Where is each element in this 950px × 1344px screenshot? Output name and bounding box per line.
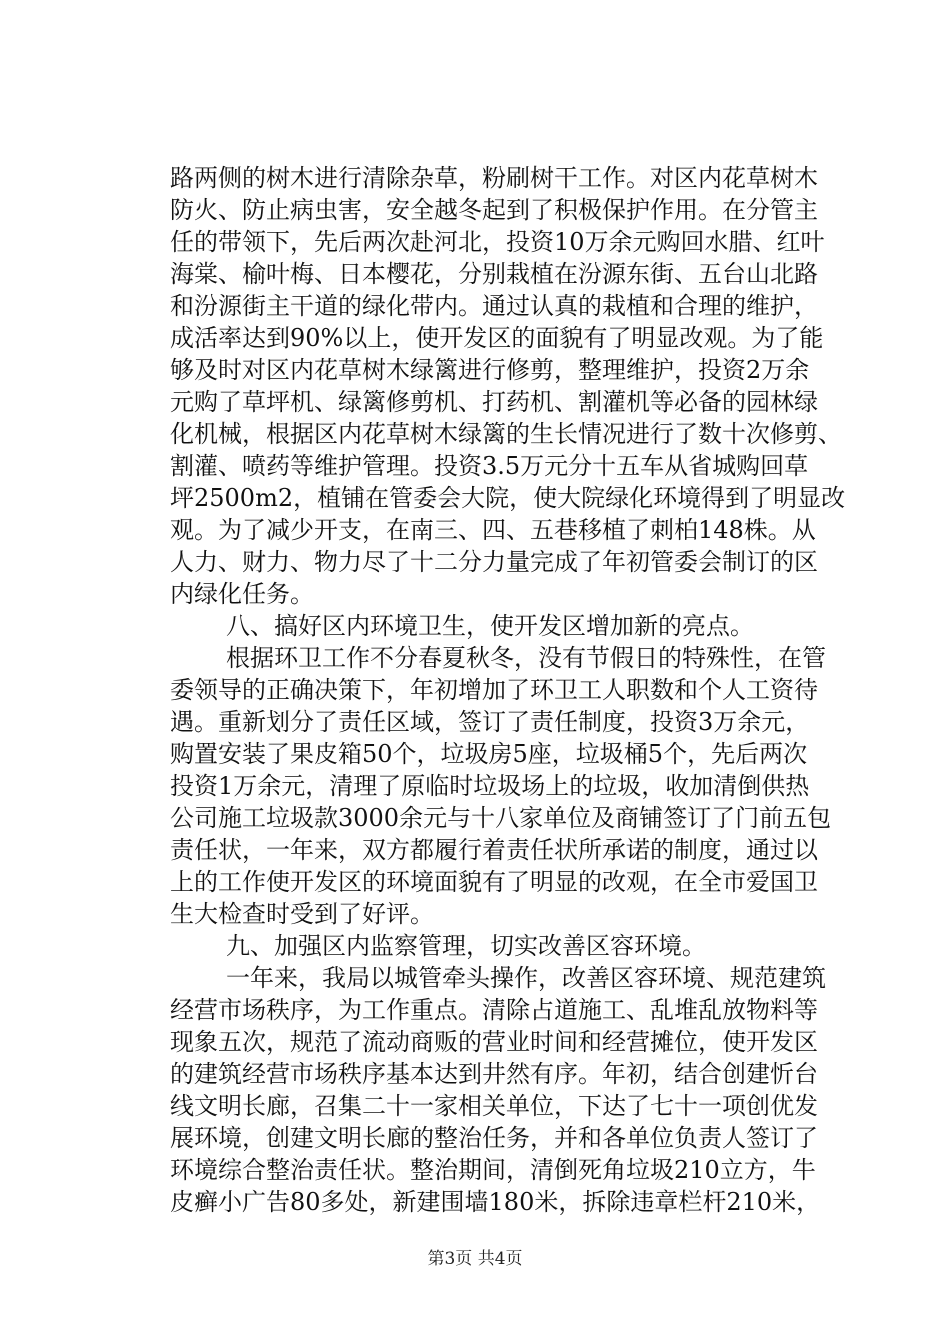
text-line: 的建筑经营市场秩序基本达到井然有序。年初，结合创建忻台 <box>170 1060 818 1088</box>
text-line: 防火、防止病虫害，安全越冬起到了积极保护作用。在分管主 <box>170 196 818 224</box>
section-heading: 九、加强区内监察管理，切实改善区容环境。 <box>226 932 706 960</box>
section-heading: 八、搞好区内环境卫生，使开发区增加新的亮点。 <box>226 612 754 640</box>
text-line: 公司施工垃圾款3000余元与十八家单位及商铺签订了门前五包 <box>170 804 832 832</box>
text-line: 现象五次，规范了流动商贩的营业时间和经营摊位，使开发区 <box>170 1028 818 1056</box>
text-line: 遇。重新划分了责任区域，签订了责任制度，投资3万余元， <box>170 708 810 736</box>
text-line: 环境综合整治责任状。整治期间，清倒死角垃圾210立方，牛 <box>170 1156 816 1184</box>
text-line: 观。为了减少开支，在南三、四、五巷移植了刺柏148株。从 <box>170 516 816 544</box>
text-line: 根据环卫工作不分春夏秋冬，没有节假日的特殊性，在管 <box>226 644 826 672</box>
text-line: 委领导的正确决策下，年初增加了环卫工人职数和个人工资待 <box>170 676 818 704</box>
text-line: 生大检查时受到了好评。 <box>170 900 434 928</box>
text-line: 任的带领下，先后两次赴河北，投资10万余元购回水腊、红叶 <box>170 228 825 256</box>
page-footer: 第3页 共4页 <box>427 1249 523 1269</box>
text-line: 投资1万余元，清理了原临时垃圾场上的垃圾，收加清倒供热 <box>170 772 810 800</box>
text-line: 展环境，创建文明长廊的整治任务，并和各单位负责人签订了 <box>170 1124 818 1152</box>
text-line: 皮癣小广告80多处，新建围墙180米，拆除违章栏杆210米， <box>170 1188 821 1216</box>
text-line: 成活率达到90%以上，使开发区的面貌有了明显改观。为了能 <box>170 324 824 352</box>
text-line: 够及时对区内花草树木绿篱进行修剪，整理维护，投资2万余 <box>170 356 810 384</box>
text-line: 路两侧的树木进行清除杂草，粉刷树干工作。对区内花草树木 <box>170 164 818 192</box>
text-line: 内绿化任务。 <box>170 580 314 608</box>
text-line: 坪2500m2，植铺在管委会大院，使大院绿化环境得到了明显改 <box>170 484 846 512</box>
text-line: 一年来，我局以城管牵头操作，改善区容环境、规范建筑 <box>226 964 826 992</box>
text-line: 经营市场秩序，为工作重点。清除占道施工、乱堆乱放物料等 <box>170 996 818 1024</box>
text-line: 割灌、喷药等维护管理。投资3.5万元分十五车从省城购回草 <box>170 452 809 480</box>
text-line: 上的工作使开发区的环境面貌有了明显的改观，在全市爱国卫 <box>170 868 818 896</box>
text-line: 购置安装了果皮箱50个，垃圾房5座，垃圾桶5个，先后两次 <box>170 740 808 768</box>
text-line: 责任状，一年来，双方都履行着责任状所承诺的制度，通过以 <box>170 836 818 864</box>
text-line: 线文明长廊，召集二十一家相关单位，下达了七十一项创优发 <box>170 1092 818 1120</box>
text-line: 化机械，根据区内花草树木绿篱的生长情况进行了数十次修剪、 <box>170 420 842 448</box>
text-line: 海棠、榆叶梅、日本樱花，分别栽植在汾源东街、五台山北路 <box>170 260 818 288</box>
text-line: 和汾源街主干道的绿化带内。通过认真的栽植和合理的维护， <box>170 292 818 320</box>
text-line: 人力、财力、物力尽了十二分力量完成了年初管委会制订的区 <box>170 548 818 576</box>
text-line: 元购了草坪机、绿篱修剪机、打药机、割灌机等必备的园林绿 <box>170 388 818 416</box>
